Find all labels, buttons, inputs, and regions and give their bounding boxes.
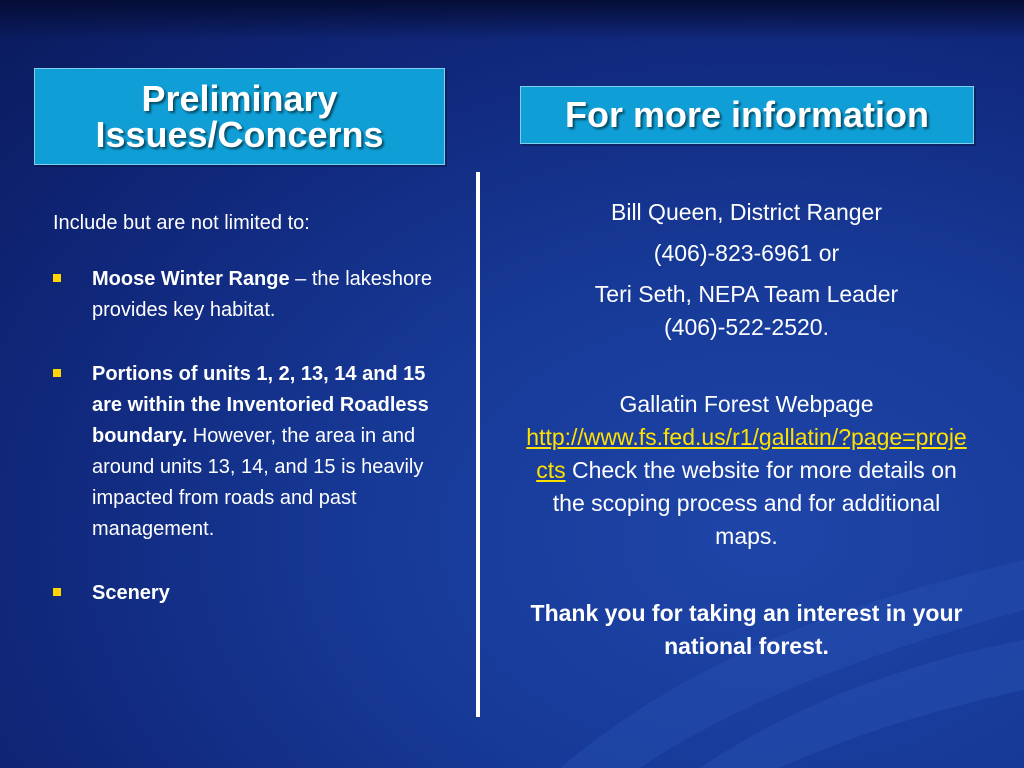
webpage-paragraph	[525, 421, 968, 553]
webpage-label: Gallatin Forest Webpage	[619, 391, 874, 417]
left-title: Preliminary Issues/Concerns	[95, 77, 384, 155]
contact1-name: Bill Queen, District Ranger	[611, 199, 882, 225]
issue-text: However, the area in and around units 13, 14, and 15 is heavily impacted from roads and past management.	[92, 425, 424, 540]
bullet-square-icon	[53, 274, 61, 282]
forest-webpage-link[interactable]: http://www.fs.fed.us/r1/gallatin/?page=projects	[526, 424, 967, 483]
bullet-square-icon	[53, 369, 61, 377]
issue-bullet	[53, 359, 453, 545]
left-title-box	[34, 68, 445, 165]
issue-bold-text: Moose Winter Range	[92, 268, 290, 290]
issue-bullet	[53, 578, 453, 609]
issues-column	[53, 208, 453, 642]
website-note: Check the website for more details on the scoping process and for additional maps.	[552, 457, 957, 549]
issue-bold-text: Scenery	[92, 582, 170, 604]
column-divider	[476, 172, 480, 717]
issues-intro: Include but are not limited to:	[53, 212, 310, 234]
issue-bold-text: Portions of units 1, 2, 13, 14 and 15 are within the Inventoried Roadless boundary.	[92, 363, 429, 447]
contact1-phone: (406)-823-6961 or	[653, 240, 840, 266]
right-title: For more information	[564, 94, 929, 135]
right-title-box	[520, 86, 974, 144]
contact2-name: Teri Seth, NEPA Team Leader	[594, 281, 899, 307]
thank-you-text: Thank you for taking an interest in your national forest.	[530, 600, 963, 659]
bullet-square-icon	[53, 588, 61, 596]
issue-bullet	[53, 264, 453, 326]
contact-column	[525, 196, 968, 663]
issue-text: – the lakeshore provides key habitat.	[92, 268, 432, 321]
contact2-phone: (406)-522-2520.	[664, 314, 829, 340]
